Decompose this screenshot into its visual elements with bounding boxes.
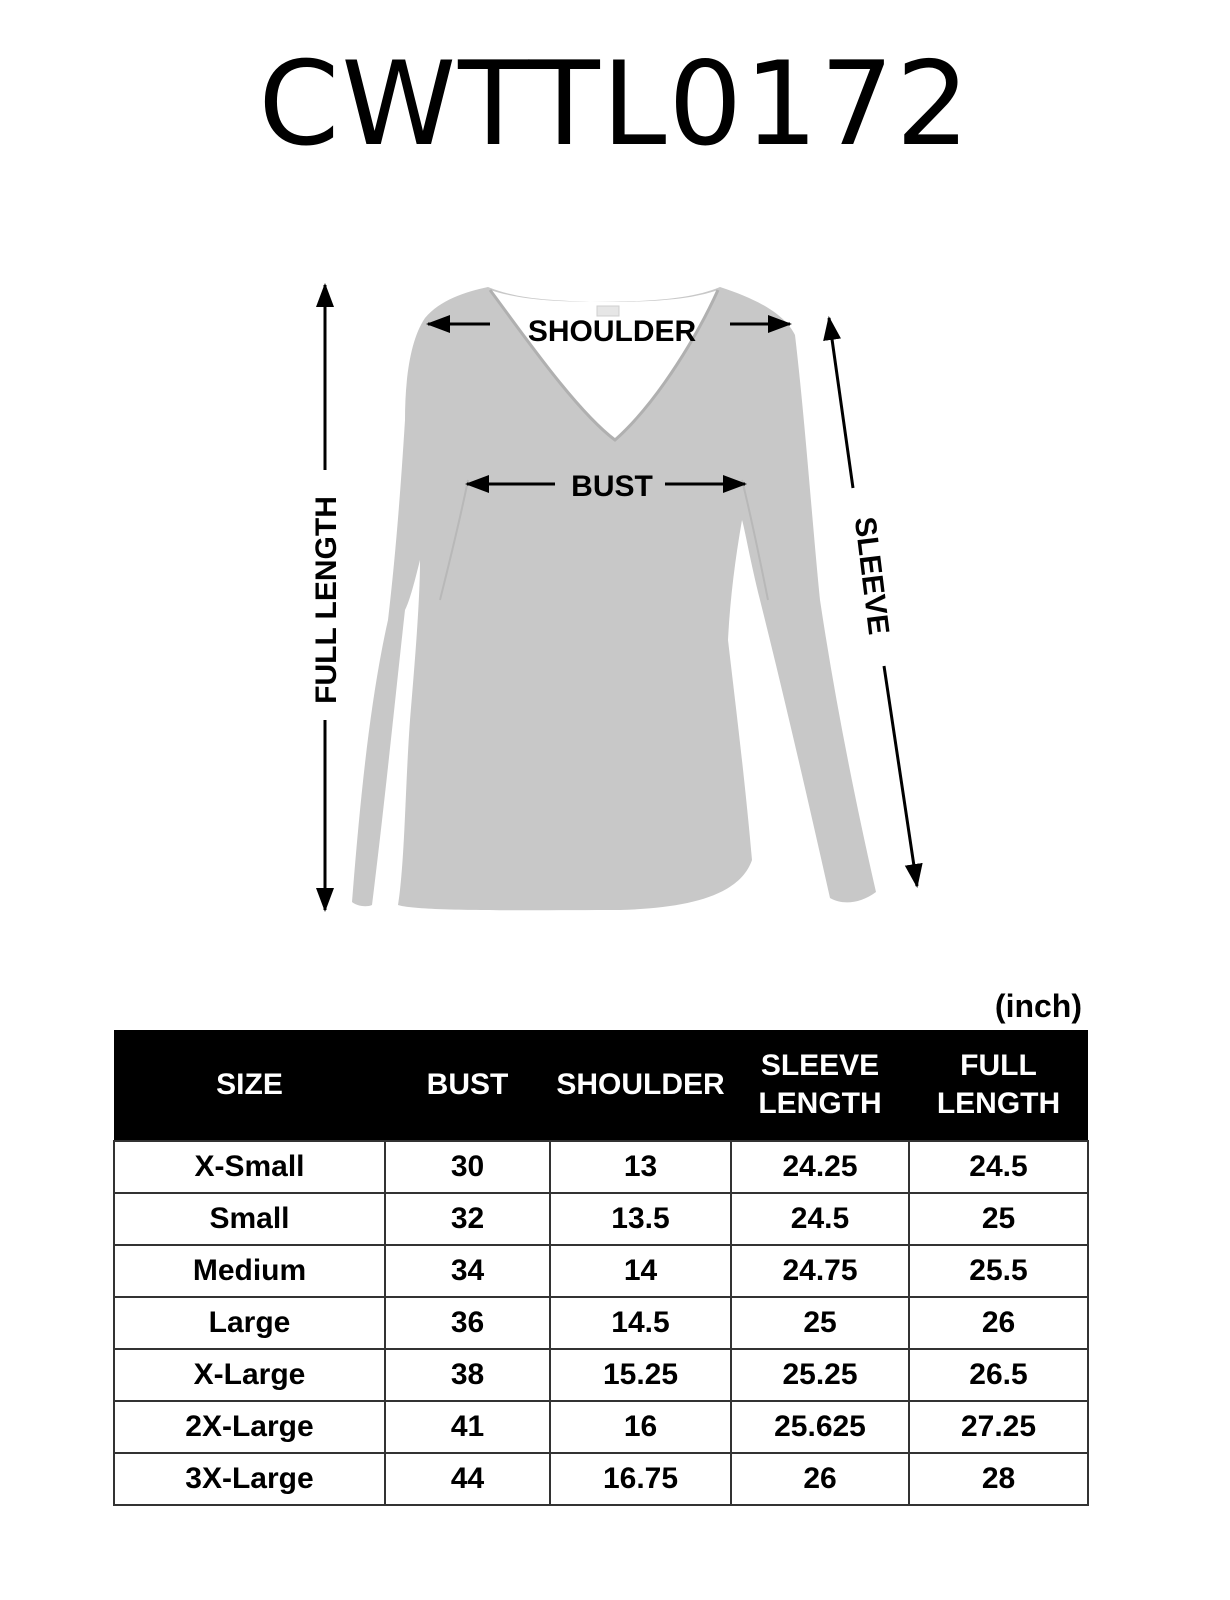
cell-size: 3X-Large: [114, 1453, 385, 1505]
cell-sleeve-length: 26: [731, 1453, 909, 1505]
cell-shoulder: 14: [550, 1245, 731, 1297]
header-shoulder: SHOULDER: [550, 1030, 731, 1141]
cell-full-length: 25.5: [909, 1245, 1088, 1297]
sleeve-label: SLEEVE: [847, 515, 896, 637]
cell-size: Medium: [114, 1245, 385, 1297]
cell-shoulder: 13.5: [550, 1193, 731, 1245]
cell-bust: 32: [385, 1193, 550, 1245]
cell-sleeve-length: 25.25: [731, 1349, 909, 1401]
cell-sleeve-length: 25: [731, 1297, 909, 1349]
tshirt-illustration: [352, 287, 876, 910]
cell-shoulder: 16: [550, 1401, 731, 1453]
header-size: SIZE: [114, 1030, 385, 1141]
cell-bust: 36: [385, 1297, 550, 1349]
unit-note: (inch): [994, 988, 1082, 1024]
table-row: [114, 1453, 1088, 1505]
header-sleeve-length: SLEEVE LENGTH: [731, 1030, 909, 1141]
cell-full-length: 26: [909, 1297, 1088, 1349]
header-bust: BUST: [385, 1030, 550, 1141]
table-header-row: [114, 1030, 1088, 1141]
cell-bust: 34: [385, 1245, 550, 1297]
cell-size: Large: [114, 1297, 385, 1349]
full-length-measure: [310, 285, 343, 910]
table-row: [114, 1193, 1088, 1245]
cell-sleeve-length: 24.25: [731, 1141, 909, 1193]
cell-shoulder: 14.5: [550, 1297, 731, 1349]
cell-sleeve-length: 24.5: [731, 1193, 909, 1245]
cell-shoulder: 16.75: [550, 1453, 731, 1505]
cell-bust: 30: [385, 1141, 550, 1193]
cell-shoulder: 13: [550, 1141, 731, 1193]
cell-sleeve-length: 24.75: [731, 1245, 909, 1297]
shoulder-label: SHOULDER: [527, 315, 697, 348]
table-row: [114, 1245, 1088, 1297]
cell-size: Small: [114, 1193, 385, 1245]
cell-full-length: 25: [909, 1193, 1088, 1245]
cell-full-length: 26.5: [909, 1349, 1088, 1401]
cell-full-length: 28: [909, 1453, 1088, 1505]
cell-full-length: 27.25: [909, 1401, 1088, 1453]
cell-bust: 44: [385, 1453, 550, 1505]
cell-size: 2X-Large: [114, 1401, 385, 1453]
cell-bust: 41: [385, 1401, 550, 1453]
bust-label: BUST: [571, 470, 653, 503]
cell-sleeve-length: 25.625: [731, 1401, 909, 1453]
cell-full-length: 24.5: [909, 1141, 1088, 1193]
header-full-length: FULL LENGTH: [909, 1030, 1088, 1141]
table-row: [114, 1349, 1088, 1401]
cell-shoulder: 15.25: [550, 1349, 731, 1401]
size-chart-table: [113, 1030, 1089, 1506]
cell-size: X-Large: [114, 1349, 385, 1401]
product-code-title: CWTTL0172: [258, 37, 972, 172]
cell-bust: 38: [385, 1349, 550, 1401]
cell-size: X-Small: [114, 1141, 385, 1193]
table-row: [114, 1297, 1088, 1349]
table-row: [114, 1141, 1088, 1193]
full-length-label: FULL LENGTH: [310, 496, 343, 704]
table-row: [114, 1401, 1088, 1453]
